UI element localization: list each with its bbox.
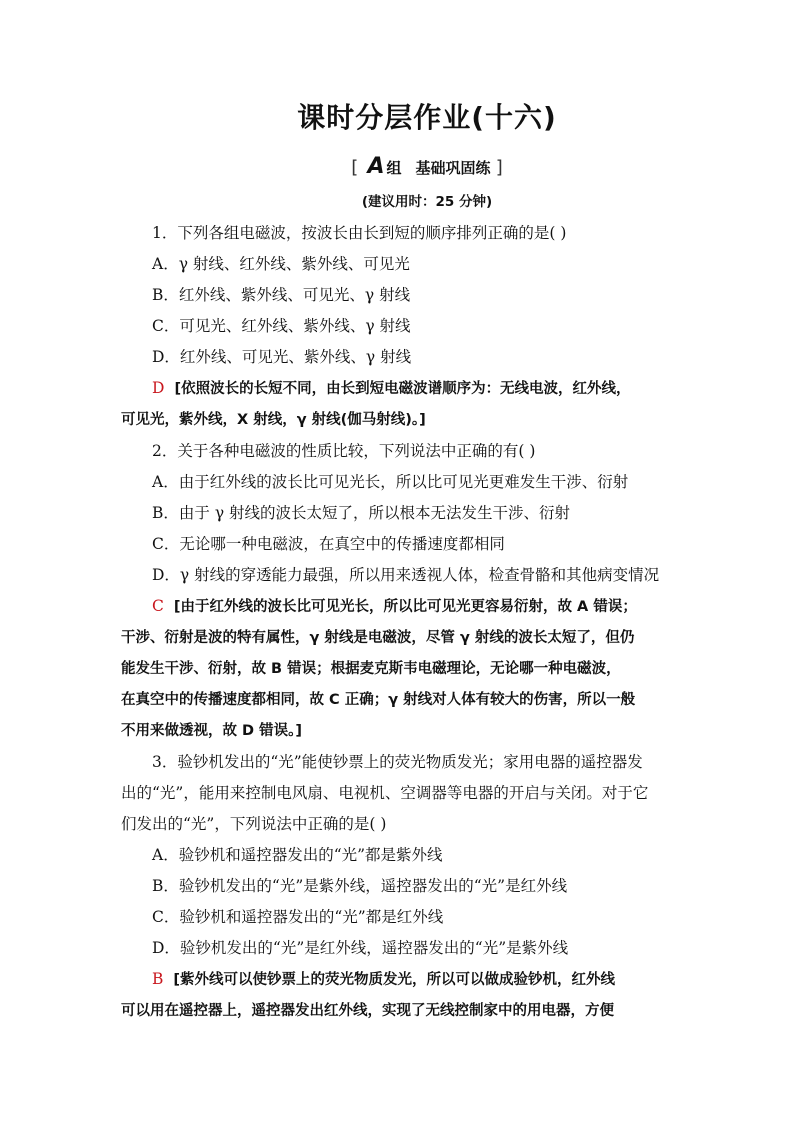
option-b: B．红外线、紫外线、可见光、γ 射线 — [152, 286, 411, 304]
option-a: A．γ 射线、红外线、紫外线、可见光 — [152, 255, 410, 273]
option-c: C．验钞机和遥控器发出的“光”都是红外线 — [152, 908, 444, 926]
explanation-line: 可以用在遥控器上，遥控器发出红外线，实现了无线控制家中的用电器，方便 — [121, 1003, 614, 1019]
question-stem-line: 2．关于各种电磁波的性质比较，下列说法中正确的有( ) — [152, 442, 536, 460]
option-d: D．验钞机发出的“光”是红外线，遥控器发出的“光”是紫外线 — [152, 939, 569, 957]
explanation-line: 可见光，紫外线，X 射线，γ 射线(伽马射线)。] — [121, 412, 426, 428]
question-stem-line: 1．下列各组电磁波，按波长由长到短的顺序排列正确的是( ) — [152, 224, 567, 242]
option-c: C．可见光、红外线、紫外线、γ 射线 — [152, 317, 411, 335]
explanation-text: [紫外线可以使钞票上的荧光物质发光，所以可以做成验钞机，红外线 — [173, 972, 616, 988]
suggested-time: (建议用时：25 分钟) — [361, 194, 493, 210]
group-label: 组 — [386, 159, 402, 177]
option-d: D．γ 射线的穿透能力最强，所以用来透视人体，检查骨骼和其他病变情况 — [152, 566, 660, 584]
explanation-line: 在真空中的传播速度都相同，故 C 正确；γ 射线对人体有较大的伤害，所以一般 — [121, 692, 636, 708]
explanation-line: 能发生干涉、衍射，故 B 错误；根据麦克斯韦电磁理论，无论哪一种电磁波， — [121, 661, 621, 677]
answer-letter: C — [152, 597, 164, 615]
option-b: B．验钞机发出的“光”是紫外线，遥控器发出的“光”是红外线 — [152, 877, 568, 895]
question-3 — [121, 747, 677, 1027]
question-list — [121, 218, 677, 1027]
explanation-text: [依照波长的长短不同，由长到短电磁波谱顺序为：无线电波，红外线， — [174, 381, 631, 397]
answer-explanation-line — [121, 591, 677, 623]
bracket-open: [ — [351, 157, 359, 178]
question-2 — [121, 436, 677, 747]
answer-letter: B — [152, 970, 164, 988]
question-stem-line: 们发出的“光”，下列说法中正确的是( ) — [121, 815, 387, 833]
explanation-text: [由于红外线的波长比可见光长，所以比可见光更容易衍射，故 A 错误； — [173, 599, 637, 615]
answer-explanation-line — [121, 373, 677, 405]
answer-explanation-line — [121, 964, 677, 996]
option-d: D．红外线、可见光、紫外线、γ 射线 — [152, 348, 412, 366]
explanation-line: 干涉、衍射是波的特有属性，γ 射线是电磁波，尽管 γ 射线的波长太短了，但仍 — [121, 630, 635, 646]
answer-letter: D — [152, 379, 165, 397]
bracket-close: ] — [495, 157, 503, 178]
group-letter: A — [367, 154, 385, 179]
group-banner — [30, 154, 794, 179]
question-stem-line: 出的“光”，能用来控制电风扇、电视机、空调器等电器的开启与关闭。对于它 — [121, 784, 649, 802]
question-1 — [121, 218, 677, 436]
option-a: A．由于红外线的波长比可见光长，所以比可见光更难发生干涉、衍射 — [152, 473, 629, 491]
option-c: C．无论哪一种电磁波，在真空中的传播速度都相同 — [152, 535, 505, 553]
page-title: 课时分层作业(十六) — [297, 101, 557, 134]
option-a: A．验钞机和遥控器发出的“光”都是紫外线 — [152, 846, 443, 864]
question-stem-line: 3．验钞机发出的“光”能使钞票上的荧光物质发光；家用电器的遥控器发 — [152, 753, 643, 771]
option-b: B．由于 γ 射线的波长太短了，所以根本无法发生干涉、衍射 — [152, 504, 571, 522]
explanation-line: 不用来做透视，故 D 错误。] — [121, 723, 303, 739]
group-name: 基础巩固练 — [415, 159, 491, 177]
